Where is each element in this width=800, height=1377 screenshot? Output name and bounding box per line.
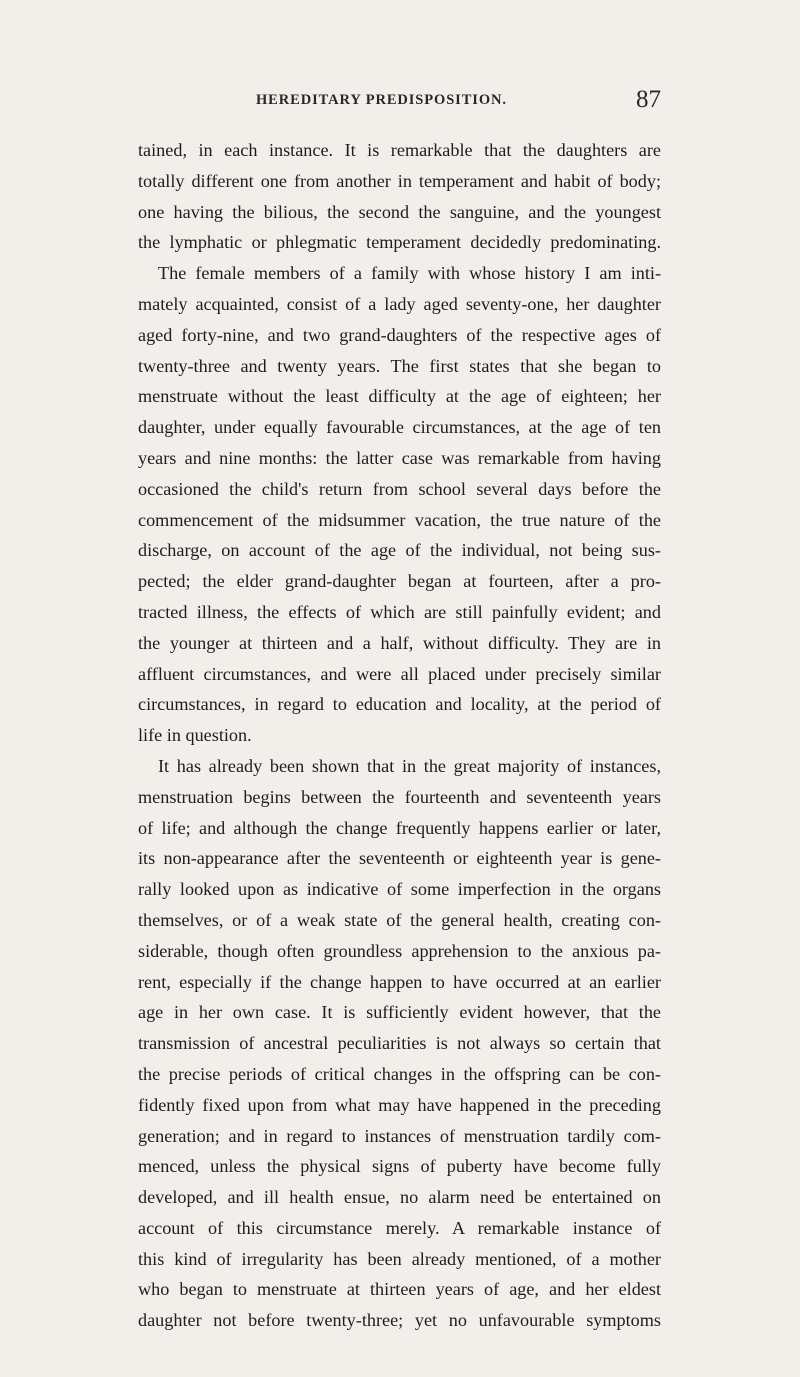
text-line: this kind of irregularity has been already mentioned, of a mother xyxy=(138,1248,661,1269)
text-line: of life; and although the change frequently happens earlier or later, xyxy=(138,817,661,838)
text-line: fidently fixed upon from what may have happened in the preceding xyxy=(138,1094,661,1115)
text-line: mately acquainted, consist of a lady aged seventy-one, her daughter xyxy=(138,293,661,314)
text-line: age in her own case. It is sufficiently evident however, that the xyxy=(138,1002,661,1023)
text-line: generation; and in regard to instances of menstruation tardily com- xyxy=(138,1125,661,1146)
text-line: themselves, or of a weak state of the general health, creating con- xyxy=(138,909,661,930)
text-line: developed, and ill health ensue, no alarm need be entertained on xyxy=(138,1187,661,1208)
text-line: aged forty-nine, and two grand-daughters of the respective ages of xyxy=(138,324,661,345)
text-line: tained, in each instance. It is remarkable that the daughters are xyxy=(138,140,661,160)
text-line: siderable, though often groundless apprehension to the anxious pa- xyxy=(138,940,661,961)
running-head-title: HEREDITARY PREDISPOSITION. xyxy=(256,92,507,108)
text-line: menced, unless the physical signs of puberty have become fully xyxy=(138,1156,661,1177)
text-line: life in question. xyxy=(138,725,252,746)
text-line: rent, especially if the change happen to have occurred at an earlier xyxy=(138,971,661,992)
text-line: affluent circumstances, and were all placed under precisely similar xyxy=(138,663,661,684)
text-line: occasioned the child's return from school several days before the xyxy=(138,478,661,499)
text-line: rally looked upon as indicative of some imperfection in the organs xyxy=(138,879,661,900)
text-line: twenty-three and twenty years. The first states that she began to xyxy=(138,355,661,376)
text-line: daughter, under equally favourable circumstances, at the age of ten xyxy=(138,417,661,438)
text-line: the precise periods of critical changes in the offspring can be con- xyxy=(138,1063,661,1084)
text-line: menstruate without the least difficulty at the age of eighteen; her xyxy=(138,386,661,407)
text-line: transmission of ancestral peculiarities is not always so certain that xyxy=(138,1033,661,1054)
text-line: its non-appearance after the seventeenth or eighteenth year is gene- xyxy=(138,848,661,869)
text-line: menstruation begins between the fourteenth and seventeenth years xyxy=(138,786,661,807)
body-text xyxy=(138,135,661,1336)
text-line: daughter not before twenty-three; yet no unfavourable symptoms xyxy=(138,1310,661,1331)
text-line: who began to menstruate at thirteen years of age, and her eldest xyxy=(138,1279,661,1300)
text-line: years and nine months: the latter case was remarkable from having xyxy=(138,447,661,468)
text-line: pected; the elder grand-daughter began at fourteen, after a pro- xyxy=(138,571,661,592)
text-line: totally different one from another in temperament and habit of body; xyxy=(138,170,661,191)
page-number: 87 xyxy=(636,86,661,113)
text-line: tracted illness, the effects of which are still painfully evident; and xyxy=(138,601,661,622)
text-line: account of this circumstance merely. A remarkable instance of xyxy=(138,1217,661,1238)
text-line: circumstances, in regard to education and locality, at the period of xyxy=(138,694,661,715)
text-line: the younger at thirteen and a half, without difficulty. They are in xyxy=(138,632,661,653)
text-line: commencement of the midsummer vacation, the true nature of the xyxy=(138,509,661,530)
text-line: discharge, on account of the age of the individual, not being sus- xyxy=(138,540,661,561)
text-line: the lymphatic or phlegmatic temperament decidedly predominating. xyxy=(138,232,661,253)
text-line: It has already been shown that in the great majority of instances, xyxy=(158,755,661,776)
text-line: The female members of a family with whose history I am inti- xyxy=(158,263,661,284)
text-line: one having the bilious, the second the sanguine, and the youngest xyxy=(138,201,661,222)
